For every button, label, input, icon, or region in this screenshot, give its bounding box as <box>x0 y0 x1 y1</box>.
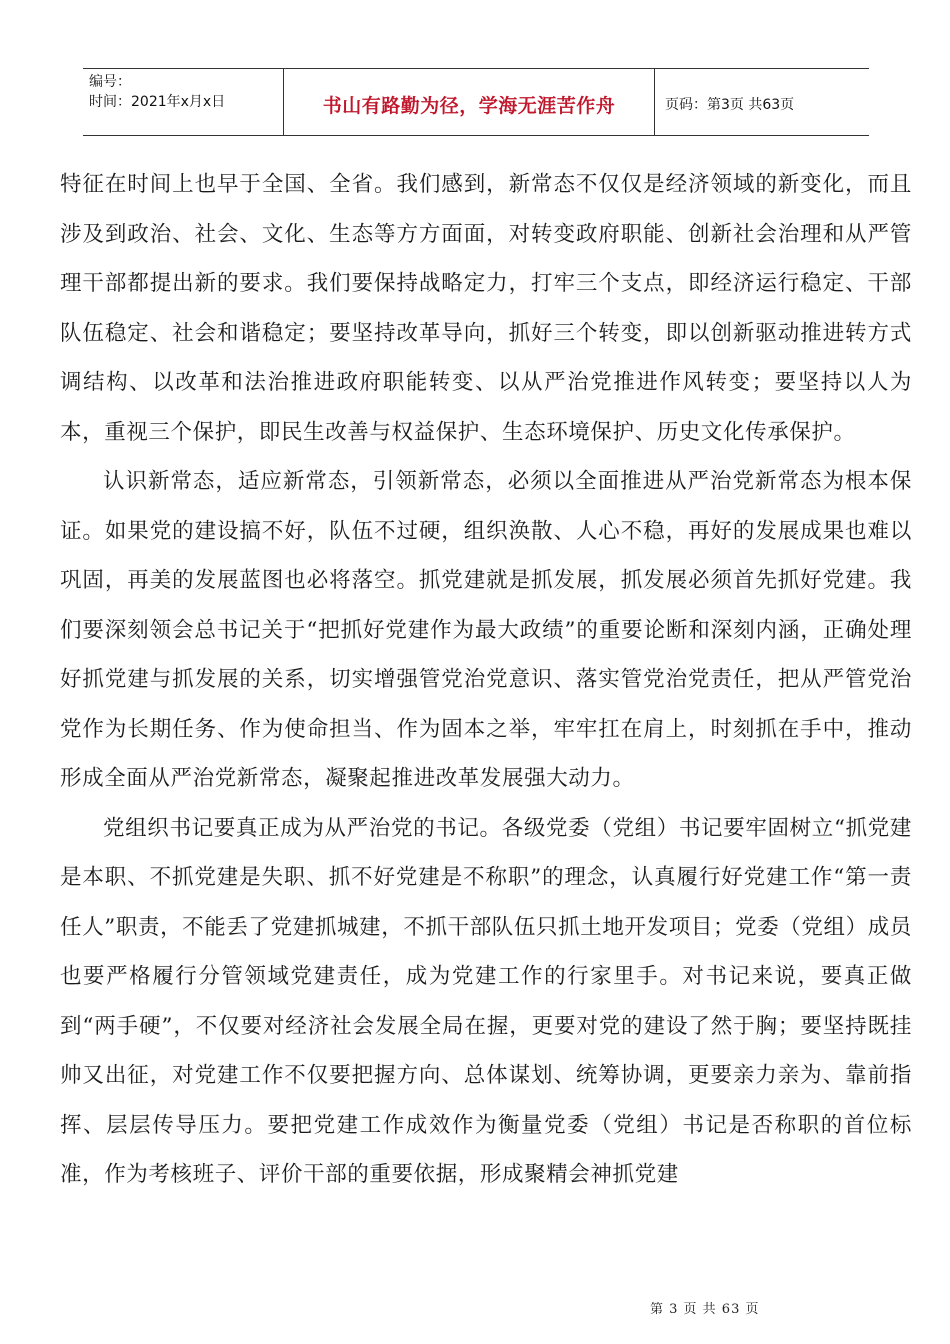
page-footer: 第 3 页 共 63 页 <box>650 1302 760 1317</box>
header-meta <box>89 72 225 112</box>
document-number-label: 编号： <box>89 74 131 90</box>
header-motto: 书山有路勤为径，学海无涯苦作舟 <box>322 95 616 117</box>
document-header <box>83 68 869 136</box>
body-paragraph: 认识新常态，适应新常态，引领新常态，必须以全面推进从严治党新常态为根本保证。如果党的建设搞不好，队伍不过硬，组织涣散、人心不稳，再好的发展成果也难以巩固，再美的发展蓝图也必将落空。抓党建就是抓发展，抓发展必须首先抓好党建。我们要深刻领会总书记关于“把抓好党建作为最大政绩”的重要论断和深刻内涵，正确处理好抓党建与抓发展的关系，切实增强管党治党意识、落实管党治党责任，把从严管党治党作为长期任务、作为使命担当、作为固本之举，牢牢扛在肩上，时刻抓在手中，推动形成全面从严治党新常态，凝聚起推进改革发展强大动力。 <box>60 469 912 791</box>
header-divider <box>654 69 655 135</box>
document-time-label: 时间：2021年x月x日 <box>89 94 226 110</box>
header-page-info: 页码：第3页 共63页 <box>665 97 795 113</box>
document-body <box>60 160 912 1200</box>
body-paragraph: 特征在时间上也早于全国、全省。我们感到，新常态不仅仅是经济领域的新变化，而且涉及到政治、社会、文化、生态等方方面面，对转变政府职能、创新社会治理和从严管理干部都提出新的要求。我们要保持战略定力，打牢三个支点，即经济运行稳定、干部队伍稳定、社会和谐稳定；要坚持改革导向，抓好三个转变，即以创新驱动推进转方式调结构、以改革和法治推进政府职能转变、以从严治党推进作风转变；要坚持以人为本，重视三个保护，即民生改善与权益保护、生态环境保护、历史文化传承保护。 <box>60 172 912 445</box>
body-paragraph: 党组织书记要真正成为从严治党的书记。各级党委（党组）书记要牢固树立“抓党建是本职、不抓党建是失职、抓不好党建是不称职”的理念，认真履行好党建工作“第一责任人”职责，不能丢了党建抓城建，不抓干部队伍只抓土地开发项目；党委（党组）成员也要严格履行分管领域党建责任，成为党建工作的行家里手。对书记来说，要真正做到“两手硬”，不仅要对经济社会发展全局在握，更要对党的建设了然于胸；要坚持既挂帅又出征，对党建工作不仅要把握方向、总体谋划、统筹协调，更要亲力亲为、靠前指挥、层层传导压力。要把党建工作成效作为衡量党委（党组）书记是否称职的首位标准，作为考核班子、评价干部的重要依据，形成聚精会神抓党建 <box>60 815 912 1187</box>
